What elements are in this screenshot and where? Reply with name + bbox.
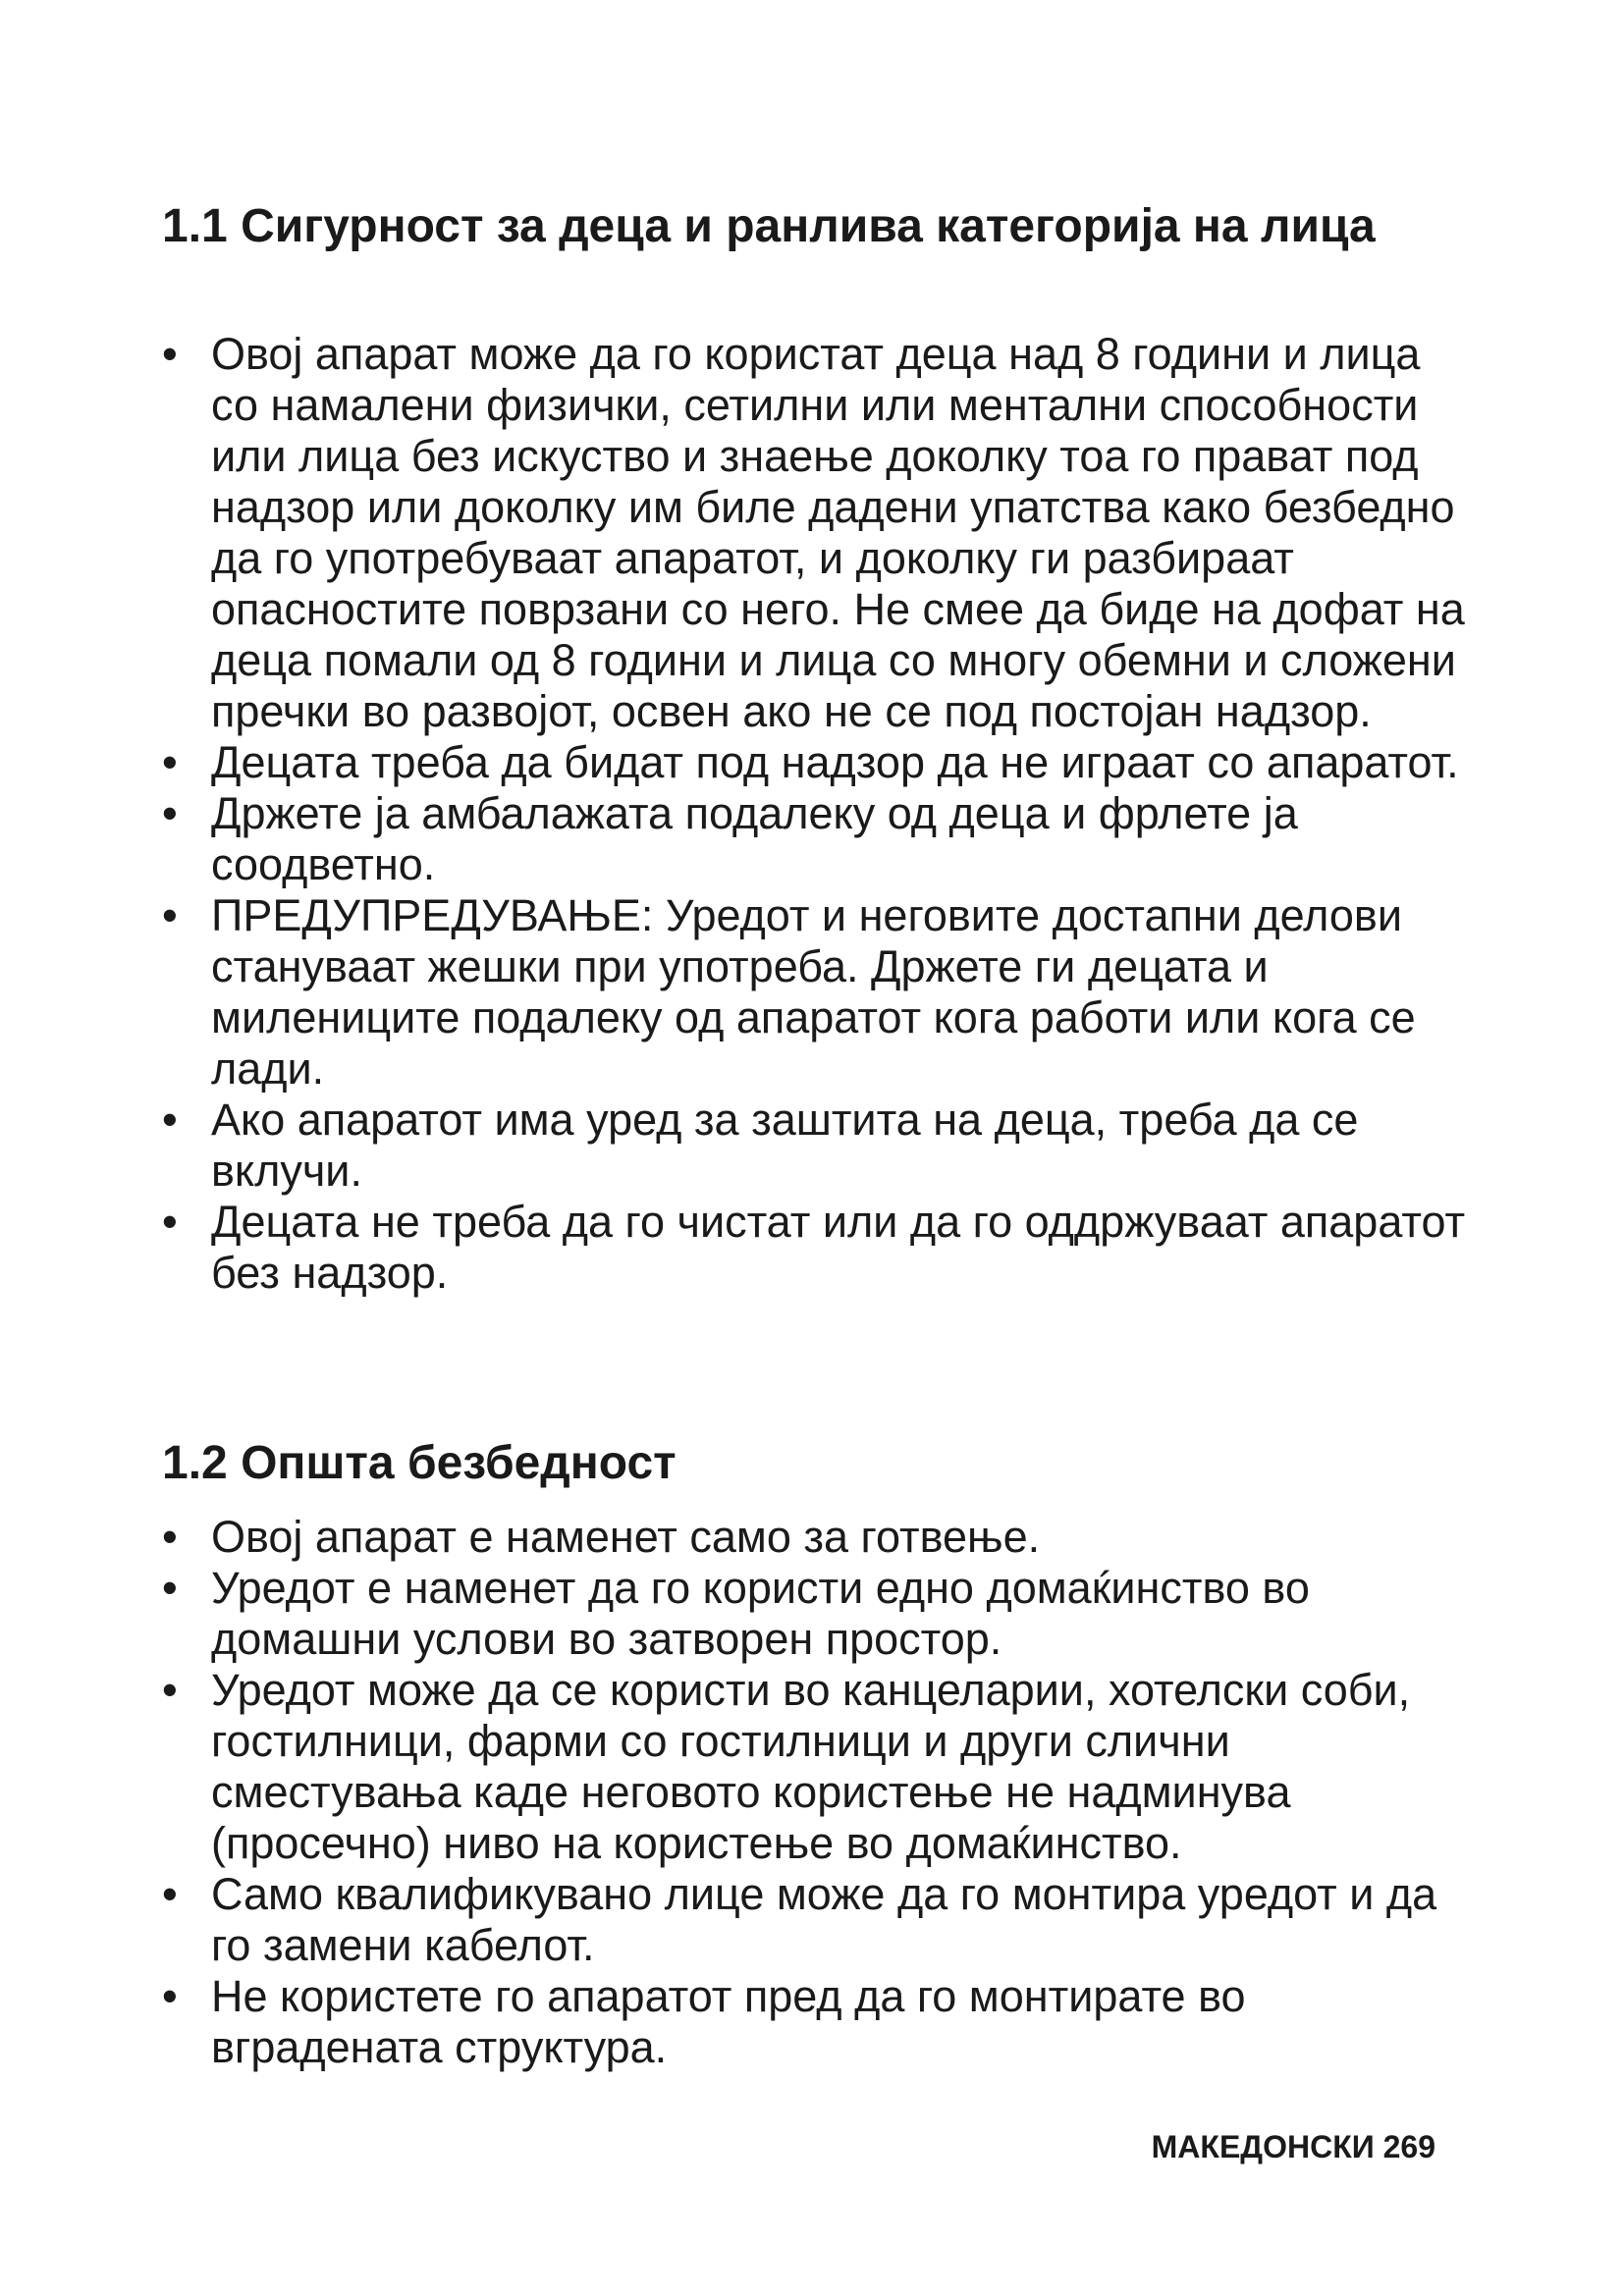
bullet: • <box>162 737 178 787</box>
list-item <box>162 1665 1478 1869</box>
bullet: • <box>162 1197 178 1247</box>
list-item-text: Децата не треба да го чистат или да го оддржуваат апаратот без надзор. <box>211 1197 1466 1298</box>
section-2-heading: 1.2 Општа безбедност <box>162 1437 677 1489</box>
list-item-text: Ако апаратот има уред за заштита на деца, треба да се вклучи. <box>211 1095 1359 1196</box>
bullet: • <box>162 788 178 838</box>
list-item <box>162 1512 1478 1563</box>
bullet: • <box>162 1665 178 1715</box>
bullet: • <box>162 1869 178 1919</box>
bullet: • <box>162 890 178 940</box>
list-item <box>162 1869 1478 1971</box>
list-item-text: Овој апарат е наменет само за готвење. <box>211 1512 1041 1562</box>
list-item <box>162 329 1478 737</box>
bullet: • <box>162 1095 178 1145</box>
list-item <box>162 737 1478 788</box>
section-1-list <box>162 329 1478 1299</box>
section-2-list <box>162 1512 1478 2073</box>
page-number: 269 <box>1382 2129 1435 2164</box>
section-1-heading: 1.1 Сигурност за деца и ранлива категорија на лица <box>162 200 1376 252</box>
bullet: • <box>162 329 178 379</box>
bullet: • <box>162 1971 178 2021</box>
footer-language: МАКЕДОНСКИ <box>1151 2129 1375 2164</box>
page-footer <box>1152 2127 1435 2166</box>
bullet: • <box>162 1512 178 1562</box>
bullet: • <box>162 1563 178 1613</box>
list-item-text: Уредот може да се користи во канцеларии, хотелски соби, гостилници, фарми со гостилници и други слични сместувања каде неговото користење не надминува (просечно) ниво на користење во домаќинство. <box>211 1665 1411 1868</box>
list-item <box>162 1563 1478 1665</box>
list-item-text: Уредот е наменет да го користи едно домаќинство во домашни услови во затворен простор. <box>211 1563 1310 1664</box>
list-item-text: Држете ја амбалажата подалеку од деца и фрлете ја соодветно. <box>211 788 1298 889</box>
list-item-text: ПРЕДУПРЕДУВАЊЕ: Уредот и неговите достапни делови стануваат жешки при употреба. Држете ги децата и милениците подалеку од апаратот кога работи или кога се лади. <box>211 890 1416 1094</box>
list-item <box>162 1197 1478 1299</box>
list-item-text: Само квалификувано лице може да го монтира уредот и да го замени кабелот. <box>211 1869 1437 1970</box>
list-item <box>162 788 1478 890</box>
list-item-text: Овој апарат може да го користат деца над 8 години и лица со намалени физички, сетилни или ментални способности или лица без искуство и знаење доколку тоа го прават под надзор или доколку им биле дадени упатства како безбедно да го употребуваат апаратот, и доколку ги разбираат опасностите поврзани со него. Не смее да биде на дофат на деца помали од 8 години и лица со многу обемни и сложени пречки во развојот, освен ако не се под постојан надзор. <box>211 329 1465 736</box>
list-item-text: Децата треба да бидат под надзор да не играат со апаратот. <box>211 737 1459 787</box>
list-item-text: Не користете го апаратот пред да го монтирате во вградената структура. <box>211 1971 1246 2072</box>
list-item <box>162 1971 1478 2073</box>
list-item <box>162 890 1478 1095</box>
list-item <box>162 1095 1478 1197</box>
